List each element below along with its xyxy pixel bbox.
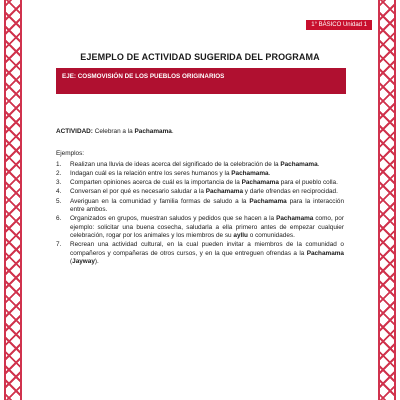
grade-unit-badge: 1° BÁSICO Unidad 1 bbox=[306, 20, 372, 30]
list-item-highlight: Pachamama bbox=[205, 188, 244, 196]
activity-line bbox=[56, 128, 344, 136]
examples-list bbox=[56, 161, 344, 267]
list-item-fragment: . bbox=[268, 169, 271, 177]
list-item-fragment: como, por ejemplo: solicitar una buena cosecha, saludarla a ella primero antes de empezar cualquier celebración, rogar por los animales y los miembros de su bbox=[70, 215, 344, 239]
list-item-text bbox=[70, 215, 344, 240]
activity-content bbox=[56, 128, 344, 267]
list-item-number: 7. bbox=[56, 241, 62, 249]
list-item bbox=[56, 170, 344, 178]
list-item-fragment: para el pueblo colla. bbox=[278, 179, 338, 187]
list-item-highlight: Pachamama bbox=[276, 215, 314, 223]
section-header-label: EJE: COSMOVISIÓN DE LOS PUEBLOS ORIGINARIOS bbox=[62, 73, 225, 80]
decorative-border-left bbox=[4, 0, 22, 400]
list-item-text bbox=[70, 170, 344, 178]
list-item bbox=[56, 179, 344, 187]
list-item bbox=[56, 161, 344, 169]
list-item-fragment: ). bbox=[94, 257, 99, 265]
list-item-fragment: Recrean una actividad cultural, en la cual pueden invitar a miembros de la comunidad o compañeros y compañeras de otros cursos, y en la que entreguen ofrendas a la bbox=[70, 241, 344, 257]
list-item bbox=[56, 188, 344, 196]
list-item-text bbox=[70, 241, 344, 266]
list-item-text bbox=[70, 179, 344, 187]
activity-end: . bbox=[171, 128, 174, 135]
list-item-text bbox=[70, 161, 344, 169]
list-item-highlight: Jayway bbox=[72, 257, 95, 265]
list-item-fragment: . bbox=[317, 160, 320, 168]
list-item-fragment: Comparten opiniones acerca de cuál es la importancia de la bbox=[70, 179, 242, 187]
list-item-highlight: Pachamama bbox=[241, 179, 279, 187]
section-header bbox=[56, 68, 346, 94]
list-item bbox=[56, 241, 344, 266]
list-item-fragment: y darle ofrendas en reciprocidad. bbox=[243, 188, 338, 196]
list-item-number: 1. bbox=[56, 160, 62, 168]
list-item-fragment: para la interacción entre ambos. bbox=[70, 197, 345, 214]
list-item-fragment: Realizan una lluvia de ideas acerca del significado de la celebración de la bbox=[70, 160, 281, 168]
list-item-number: 3. bbox=[56, 179, 62, 187]
list-item-highlight: Pachamama bbox=[249, 197, 287, 205]
list-item-number: 2. bbox=[56, 169, 62, 177]
list-item-fragment: Organizados en grupos, muestran saludos y pedidos que se hacen a la bbox=[70, 215, 277, 223]
list-item-text bbox=[70, 188, 344, 196]
list-item-highlight: ayllu bbox=[233, 231, 248, 239]
examples-label: Ejemplos: bbox=[56, 150, 85, 158]
decorative-border-right bbox=[378, 0, 396, 400]
list-item-number: 4. bbox=[56, 188, 62, 196]
list-item-number: 5. bbox=[56, 197, 62, 205]
list-item-highlight: Pachamama bbox=[231, 169, 269, 177]
list-item bbox=[56, 198, 344, 215]
list-item-fragment: Conversan el por qué es necesario saludar a la bbox=[70, 188, 206, 196]
list-item-fragment: Averiguan en la comunidad y familia formas de saludo a la bbox=[70, 197, 250, 205]
page-title: EJEMPLO DE ACTIVIDAD SUGERIDA DEL PROGRAMA bbox=[80, 52, 320, 62]
list-item bbox=[56, 215, 344, 240]
list-item-highlight: Pachamama bbox=[306, 249, 344, 257]
activity-text: Celebran a la bbox=[94, 128, 133, 135]
activity-label: ACTIVIDAD: bbox=[56, 128, 93, 135]
list-item-number: 6. bbox=[56, 215, 62, 223]
list-item-fragment: ( bbox=[70, 257, 73, 265]
list-item-highlight: Pachamama bbox=[280, 160, 318, 168]
list-item-text bbox=[70, 198, 344, 215]
list-item-fragment: Indagan cuál es la relación entre los seres humanos y la bbox=[70, 169, 232, 177]
list-item-fragment: o comunidades. bbox=[247, 231, 295, 239]
activity-highlight: Pachamama bbox=[134, 128, 172, 135]
